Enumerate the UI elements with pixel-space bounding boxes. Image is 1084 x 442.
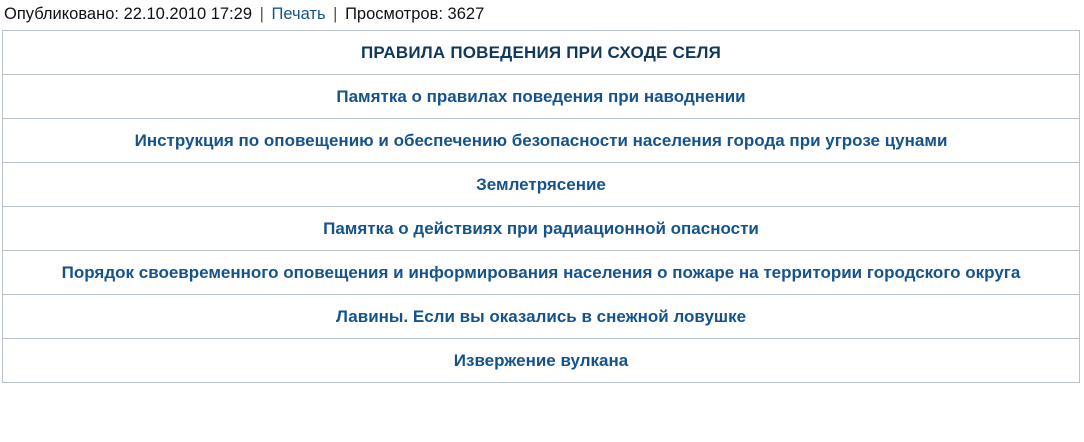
table-row (3, 207, 1080, 251)
published-label: Опубликовано: (4, 5, 119, 23)
link-fire-notification-order[interactable]: Порядок своевременного оповещения и информирования населения о пожаре на территории городского округа (61, 263, 1021, 282)
table-row (3, 163, 1080, 207)
views-count: 3627 (447, 5, 485, 23)
link-volcano-eruption[interactable]: Извержение вулкана (453, 351, 629, 370)
meta-separator-2: | (333, 5, 338, 23)
table-cell[interactable] (3, 339, 1080, 383)
table-cell[interactable] (3, 295, 1080, 339)
table-cell[interactable] (3, 251, 1080, 295)
table-row (3, 295, 1080, 339)
table-row (3, 339, 1080, 383)
link-radiation-memo[interactable]: Памятка о действиях при радиационной опасности (323, 219, 759, 238)
link-tsunami-instruction[interactable]: Инструкция по оповещению и обеспечению безопасности населения города при угрозе цунами (134, 131, 948, 150)
article-meta (0, 0, 1084, 30)
published-datetime: 22.10.2010 17:29 (123, 5, 253, 23)
table-cell[interactable] (3, 119, 1080, 163)
table-cell[interactable] (3, 207, 1080, 251)
table-row (3, 75, 1080, 119)
link-flood-memo[interactable]: Памятка о правилах поведения при наводнении (336, 87, 746, 106)
link-avalanche[interactable]: Лавины. Если вы оказались в снежной ловушке (335, 307, 747, 326)
table-cell[interactable] (3, 31, 1080, 75)
table-row (3, 31, 1080, 75)
print-link[interactable]: Печать (271, 5, 326, 23)
link-earthquake[interactable]: Землетрясение (476, 175, 606, 194)
safety-links-body (3, 31, 1080, 383)
safety-links-table (2, 30, 1080, 383)
views-label: Просмотров: (345, 5, 443, 23)
meta-separator-1: | (259, 5, 264, 23)
table-cell[interactable] (3, 163, 1080, 207)
table-cell[interactable] (3, 75, 1080, 119)
table-row (3, 119, 1080, 163)
table-row (3, 251, 1080, 295)
link-mudflow-rules[interactable]: ПРАВИЛА ПОВЕДЕНИЯ ПРИ СХОДЕ СЕЛЯ (360, 43, 722, 62)
